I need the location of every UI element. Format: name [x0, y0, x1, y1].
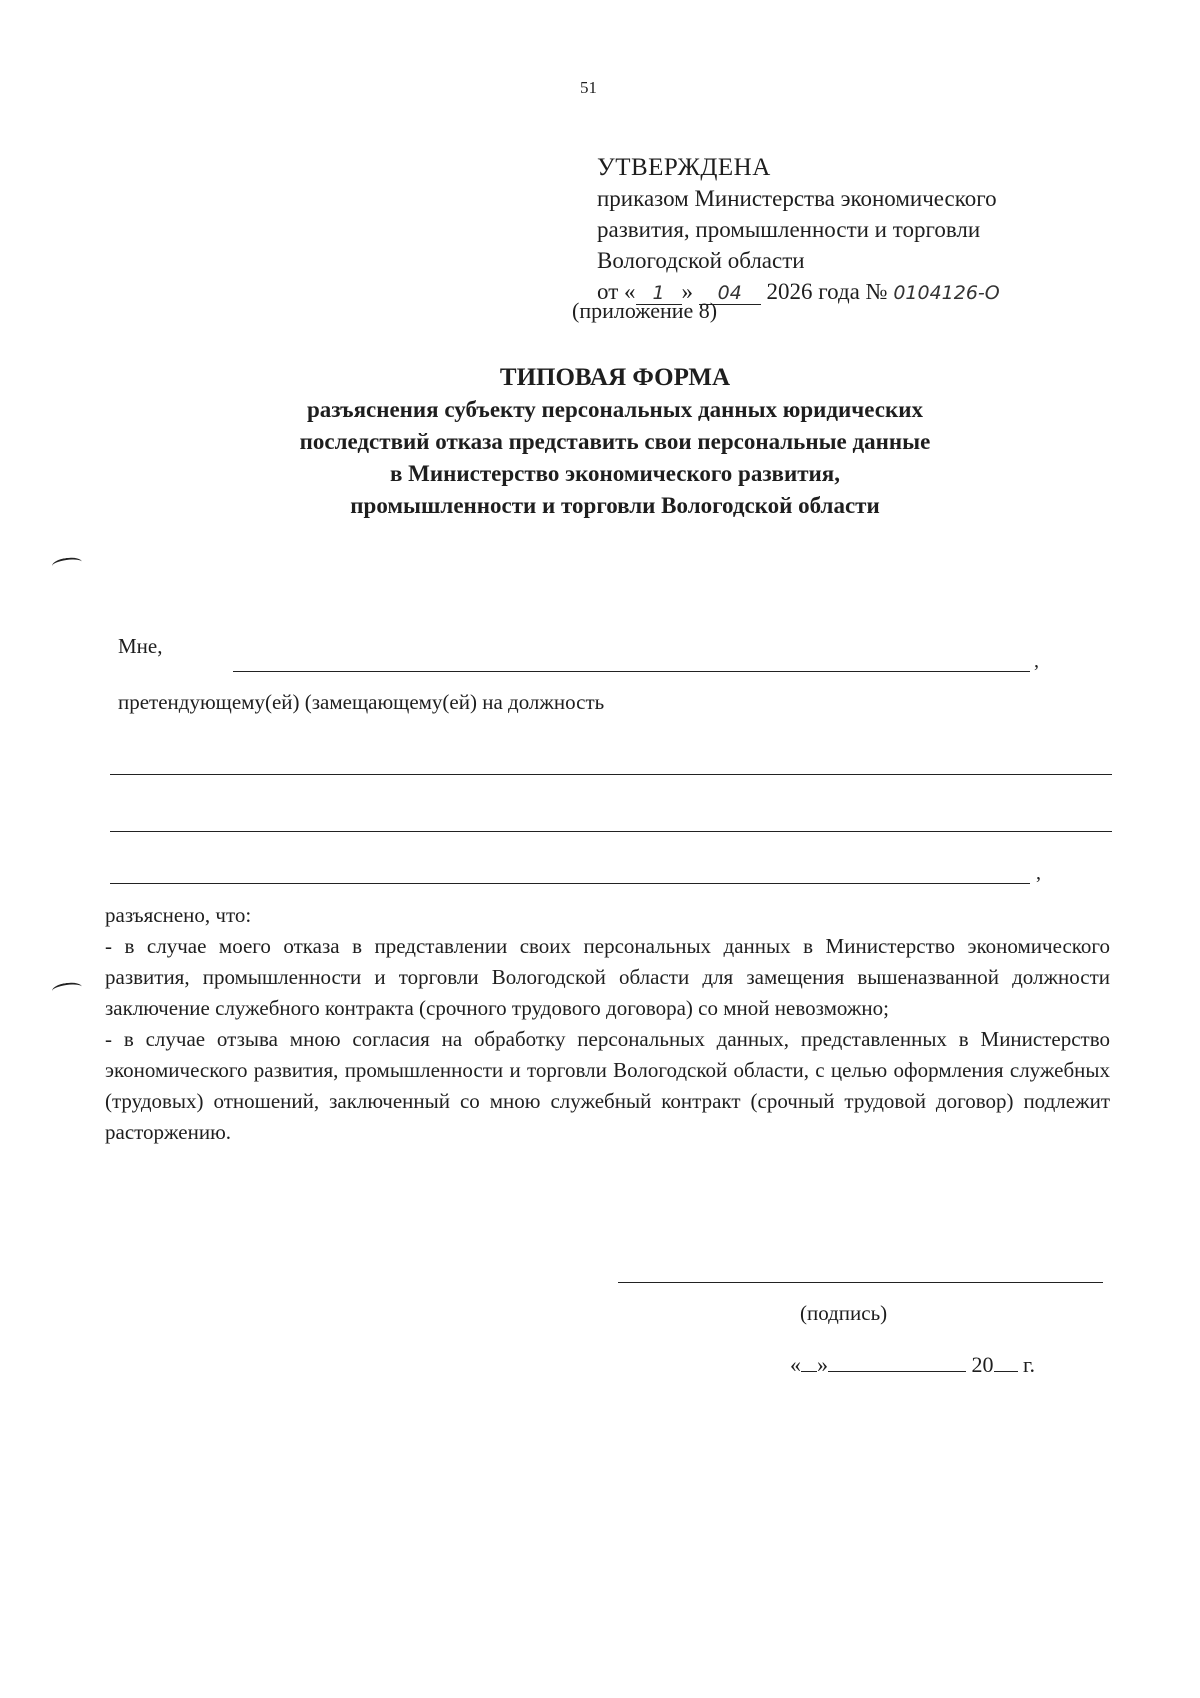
form-title: ТИПОВАЯ ФОРМА	[499, 364, 731, 391]
appendix-note: (приложение 8)	[572, 298, 718, 323]
approval-title: УТВЕРЖДЕНА	[597, 154, 771, 181]
explanation-intro: разъяснено, что:	[105, 903, 252, 927]
approval-month: 04	[699, 282, 761, 305]
me-label: Мне,	[118, 634, 163, 658]
explanation-paragraph-1: - в случае моего отказа в представлении своих персональных данных в Министерство экономического развития, промышленности и торговли Вологодской области для замещения вышеназванной должности заключение служебного контракта (срочного трудового договора) со мной невозможно;	[105, 934, 1110, 1020]
signature-date-close: »	[817, 1352, 828, 1377]
date-day-close: »	[681, 279, 693, 304]
explanation-paragraph-2: - в случае отзыва мною согласия на обработку персональных данных, представленных в Министерство экономического развития, промышленности и торговли Вологодской области, с целью оформления служебных (трудовых) отношений, заключенный со мною служебный контракт (срочный трудовой договор) подлежит расторжению.	[105, 1027, 1110, 1144]
signature-date	[790, 1352, 1035, 1378]
explanation-text	[105, 900, 1110, 1148]
date-prefix: от «	[597, 279, 636, 304]
signature-year-suffix: г.	[1023, 1352, 1036, 1377]
form-subtitle-line: последствий отказа представить свои персональные данные	[299, 429, 931, 454]
position-comma: ,	[1036, 862, 1041, 884]
approval-line-3: Вологодской области	[597, 248, 805, 273]
approval-line-1: приказом Министерства экономического	[597, 186, 997, 211]
name-comma: ,	[1034, 650, 1039, 672]
position-label: претендующему(ей) (замещающему(ей) на должность	[118, 690, 605, 714]
approval-year-text: 2026 года №	[766, 279, 888, 304]
form-subtitle-line: разъяснения субъекту персональных данных юридических	[307, 397, 923, 422]
margin-mark	[51, 556, 82, 572]
signature-date-open: «	[790, 1352, 801, 1377]
signature-line	[618, 1282, 1103, 1283]
signature-label: (подпись)	[800, 1301, 888, 1325]
form-subtitle-line: в Министерство экономического развития,	[390, 461, 840, 486]
name-fill-line	[233, 671, 1030, 672]
signature-day-blank	[801, 1353, 817, 1372]
margin-mark	[51, 981, 82, 997]
approval-line-2: развития, промышленности и торговли	[597, 217, 981, 242]
signature-month-blank	[828, 1353, 966, 1372]
signature-year-prefix: 20	[971, 1352, 994, 1377]
position-fill-line-3	[110, 883, 1030, 884]
form-subtitle-line: промышленности и торговли Вологодской области	[350, 493, 880, 518]
approval-day: 1	[636, 282, 682, 305]
position-fill-line-1	[110, 774, 1112, 775]
approval-block	[597, 152, 1117, 307]
position-fill-line-2	[110, 831, 1112, 832]
approval-order-number: 0104126-О	[893, 282, 1000, 304]
signature-year-blank	[994, 1353, 1018, 1372]
page-number: 51	[580, 78, 597, 97]
form-heading	[100, 362, 1130, 522]
